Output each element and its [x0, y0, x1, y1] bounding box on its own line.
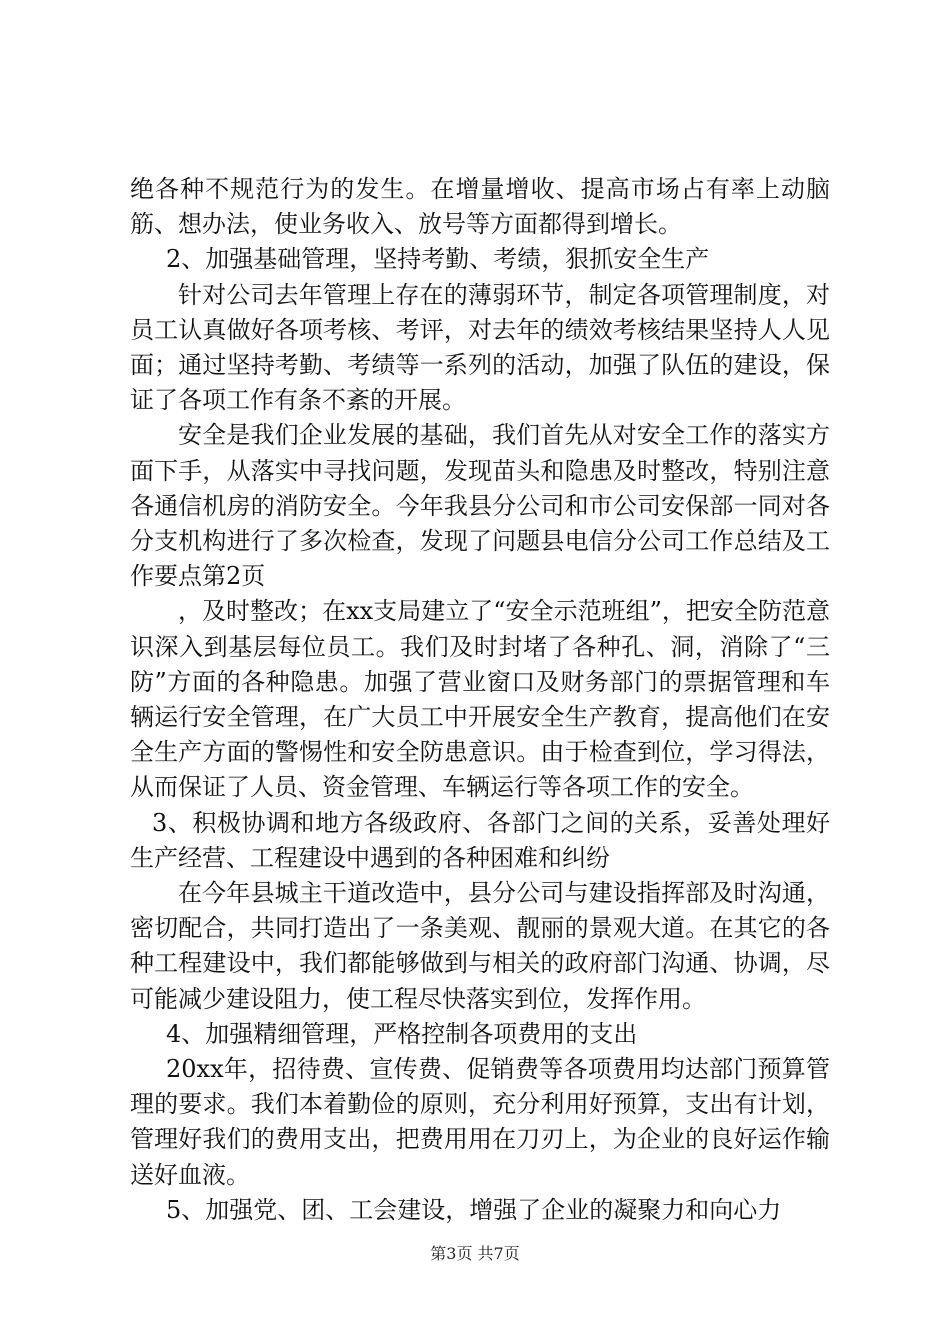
section-heading-2: 2、加强基础管理，坚持考勤、考绩，狠抓安全生产 — [166, 245, 710, 274]
paragraph-safety: 安全是我们企业发展的基础，我们首先从对安全工作的落实方面下手，从落实中寻找问题，发现苗头和隐患及时整改，特别注意各通信机房的消防安全。今年我县分公司和市公司安保部一同对各分支机构进行了多次检查，发现了问题县电信分公司工作总结及工作要点第2页 — [130, 421, 830, 591]
section-heading-3: 3、积极协调和地方各级政府、各部门之间的关系，妥善处理好生产经营、工程建设中遇到的各种困难和纠纷 — [130, 808, 830, 872]
page-number-label: 第3页 共7页 — [430, 1244, 520, 1263]
document-body — [130, 172, 830, 1228]
page-footer — [0, 1244, 950, 1264]
section-heading-4: 4、加强精细管理，严格控制各项费用的支出 — [166, 1019, 638, 1048]
paragraph-coordination: 在今年县城主干道改造中，县分公司与建设指挥部及时沟通，密切配合，共同打造出了一条美观、靓丽的景观大道。在其它的各种工程建设中，我们都能够做到与相关的政府部门沟通、协调，尽可能减少建设阻力，使工程尽快落实到位，发挥作用。 — [130, 879, 830, 1013]
paragraph-rectification: ，及时整改；在xx支局建立了“安全示范班组”，把安全防范意识深入到基层每位员工。我们及时封堵了各种孔、洞，消除了“三防”方面的各种隐患。加强了营业窗口及财务部门的票据管理和车辆运行安全管理，在广大员工中开展安全生产教育，提高他们在安全生产方面的警惕性和安全防患意识。由于检查到位，学习得法，从而保证了人员、资金管理、车辆运行等各项工作的安全。 — [130, 597, 830, 802]
paragraph-expenses: 20xx年，招待费、宣传费、促销费等各项费用均达部门预算管理的要求。我们本着勤俭的原则，充分利用好预算，支出有计划，管理好我们的费用支出，把费用用在刀刃上，为企业的良好运作输送好血液。 — [130, 1055, 830, 1189]
paragraph-continuation: 绝各种不规范行为的发生。在增量增收、提高市场占有率上动脑筋、想办法，使业务收入、放号等方面都得到增长。 — [130, 175, 830, 239]
section-heading-5: 5、加强党、团、工会建设，增强了企业的凝聚力和向心力 — [166, 1195, 782, 1224]
paragraph-management: 针对公司去年管理上存在的薄弱环节，制定各项管理制度，对员工认真做好各项考核、考评，对去年的绩效考核结果坚持人人见面；通过坚持考勤、考绩等一系列的活动，加强了队伍的建设，保证了各项工作有条不紊的开展。 — [130, 280, 830, 415]
